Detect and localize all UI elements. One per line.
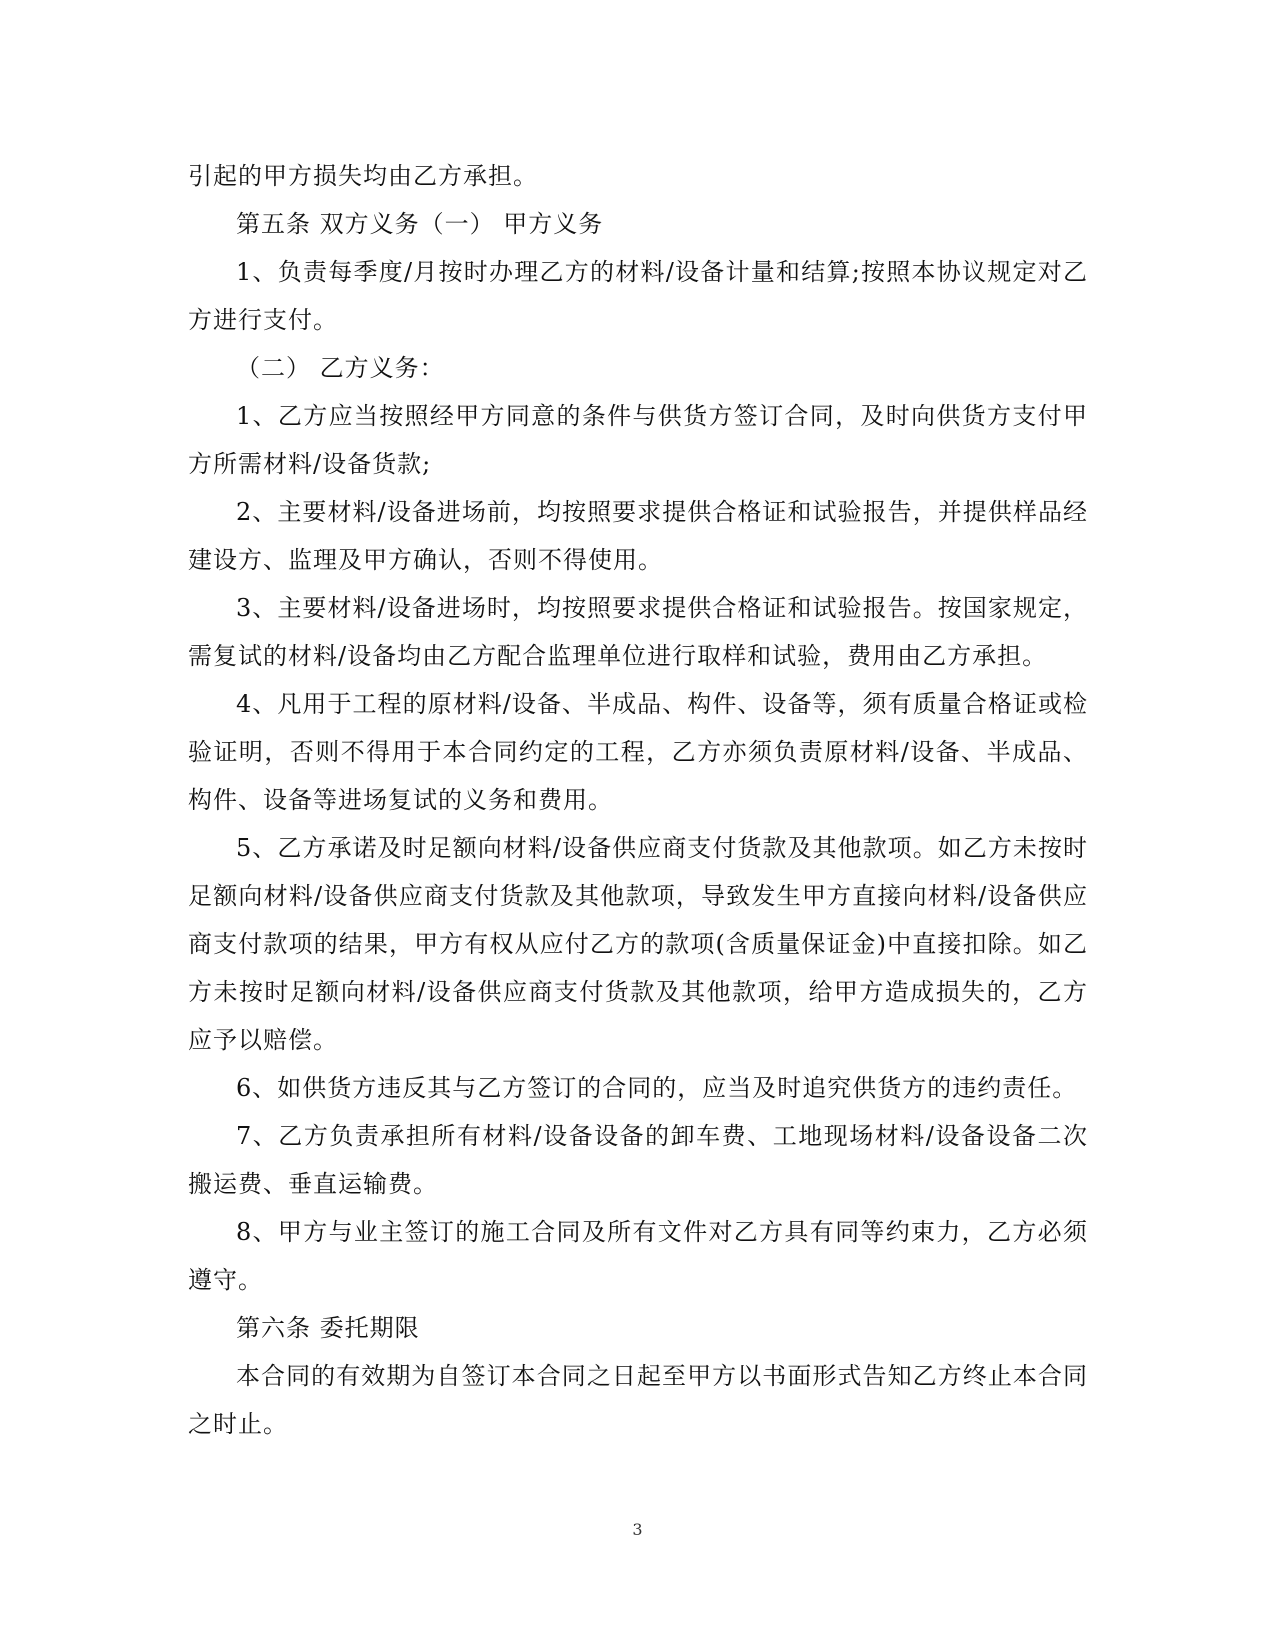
party-b-duty-1: 1、乙方应当按照经甲方同意的条件与供货方签订合同，及时向供货方支付甲方所需材料/设备货款;: [188, 402, 1088, 478]
party-b-duty-4: 4、凡用于工程的原材料/设备、半成品、构件、设备等，须有质量合格证或检验证明，否则不得用于本合同约定的工程，乙方亦须负责原材料/设备、半成品、构件、设备等进场复试的义务和费用。: [188, 690, 1088, 814]
party-b-duty-2: 2、主要材料/设备进场前，均按照要求提供合格证和试验报告，并提供样品经建设方、监理及甲方确认，否则不得使用。: [188, 498, 1088, 574]
party-b-duties-heading: （二） 乙方义务：: [236, 354, 445, 382]
party-b-duty-3: 3、主要材料/设备进场时，均按照要求提供合格证和试验报告。按国家规定，需复试的材料/设备均由乙方配合监理单位进行取样和试验，费用由乙方承担。: [188, 594, 1088, 670]
party-a-duty-1: 1、负责每季度/月按时办理乙方的材料/设备计量和结算;按照本协议规定对乙方进行支付。: [188, 258, 1088, 334]
paragraph-continuation: 引起的甲方损失均由乙方承担。: [188, 162, 538, 190]
document-body: [188, 152, 1088, 1448]
contract-term-paragraph: 本合同的有效期为自签订本合同之日起至甲方以书面形式告知乙方终止本合同之时止。: [188, 1362, 1088, 1438]
party-b-duty-5: 5、乙方承诺及时足额向材料/设备供应商支付货款及其他款项。如乙方未按时足额向材料/设备供应商支付货款及其他款项，导致发生甲方直接向材料/设备供应商支付款项的结果，甲方有权从应付乙方的款项(含质量保证金)中直接扣除。如乙方未按时足额向材料/设备供应商支付货款及其他款项，给甲方造成损失的，乙方应予以赔偿。: [188, 834, 1088, 1054]
party-b-duty-8: 8、甲方与业主签订的施工合同及所有文件对乙方具有同等约束力，乙方必须遵守。: [188, 1218, 1088, 1294]
page-number: 3: [632, 1520, 643, 1539]
party-b-duty-6: 6、如供货方违反其与乙方签订的合同的，应当及时追究供货方的违约责任。: [236, 1074, 1078, 1102]
party-b-duty-7: 7、乙方负责承担所有材料/设备设备的卸车费、工地现场材料/设备设备二次搬运费、垂直运输费。: [188, 1122, 1088, 1198]
article-6-heading: 第六条 委托期限: [236, 1314, 420, 1342]
article-5-heading: 第五条 双方义务（一） 甲方义务: [236, 210, 604, 238]
